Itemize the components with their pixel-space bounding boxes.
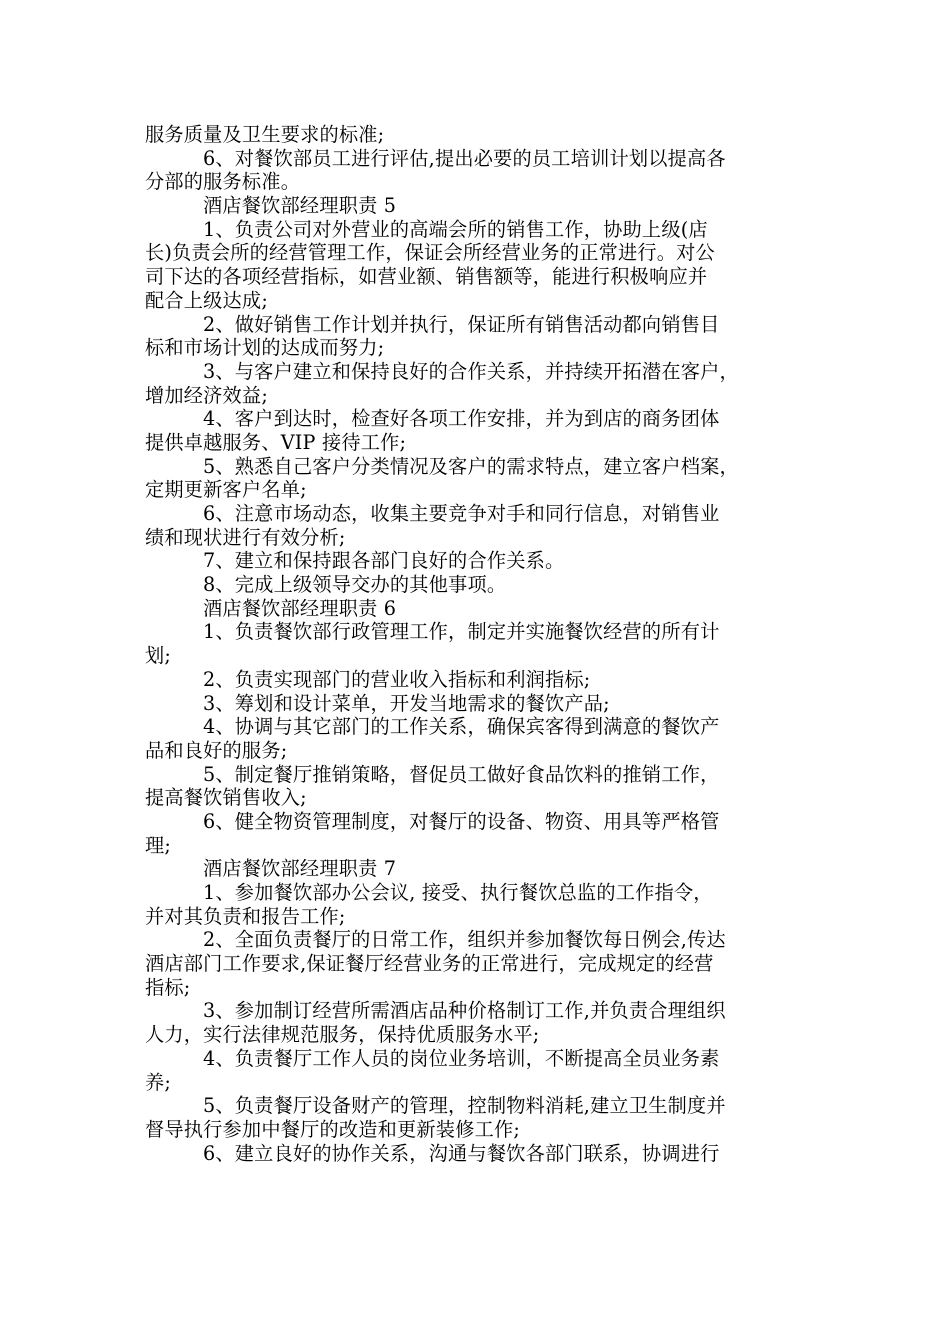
text-line: 6、注意市场动态，收集主要竞争对手和同行信息，对销售业 <box>203 502 720 525</box>
text-line: 6、健全物资管理制度，对餐厅的设备、物资、用具等严格管 <box>203 809 720 833</box>
text-line: 8、完成上级领导交办的其他事项。 <box>203 573 507 597</box>
text-line: 4、客户到达时，检查好各项工作安排，并为到店的商务团体 <box>203 407 720 431</box>
text-line: 2、做好销售工作计划并执行，保证所有销售活动都向销售目 <box>203 312 720 336</box>
text-line: 养; <box>145 1070 172 1094</box>
text-line: 品和良好的服务; <box>145 738 288 762</box>
text-line: 3、与客户建立和保持良好的合作关系，并持续开拓潜在客户， <box>203 359 739 383</box>
text-line: 配合上级达成; <box>145 288 268 312</box>
text-line: 人力，实行法律规范服务，保持优质服务水平; <box>145 1023 540 1047</box>
text-line: 理; <box>145 833 172 857</box>
text-line: 4、负责餐厅工作人员的岗位业务培训，不断提高全员业务素 <box>203 1046 720 1070</box>
text-line: 5、制定餐厅推销策略，督促员工做好食品饮料的推销工作， <box>203 762 720 786</box>
text-line: 2、全面负责餐厅的日常工作，组织并参加餐饮每日例会,传达 <box>203 928 726 952</box>
text-line: 1、参加餐饮部办公会议, 接受、执行餐饮总监的工作指令， <box>203 881 713 904</box>
document-page <box>145 123 810 1165</box>
text-line: 酒店餐饮部经理职责 6 <box>203 596 397 620</box>
text-line: 酒店部门工作要求,保证餐厅经营业务的正常进行，完成规定的经营 <box>145 952 714 976</box>
text-line: 标和市场计划的达成而努力; <box>145 336 385 360</box>
text-line: 6、对餐饮部员工进行评估,提出必要的员工培训计划以提高各 <box>203 146 726 170</box>
text-line: 提高餐饮销售收入; <box>145 786 307 810</box>
text-line: 6、建立良好的协作关系，沟通与餐饮各部门联系，协调进行 <box>203 1141 720 1165</box>
text-line: 服务质量及卫生要求的标准; <box>145 123 385 146</box>
text-line: 督导执行参加中餐厅的改造和更新装修工作; <box>145 1117 521 1141</box>
text-line: 1、负责餐饮部行政管理工作，制定并实施餐饮经营的所有计 <box>203 620 720 644</box>
text-line: 2、负责实现部门的营业收入指标和利润指标; <box>203 667 591 691</box>
text-line: 并对其负责和报告工作; <box>145 904 346 928</box>
text-line: 5、负责餐厅设备财产的管理，控制物料消耗,建立卫生制度并 <box>203 1094 726 1118</box>
text-line: 5、熟悉自己客户分类情况及客户的需求特点，建立客户档案， <box>203 454 739 478</box>
text-line: 定期更新客户名单; <box>145 478 307 502</box>
text-line: 绩和现状进行有效分析; <box>145 525 346 549</box>
text-line: 增加经济效益; <box>145 383 268 407</box>
text-line: 3、筹划和设计菜单，开发当地需求的餐饮产品; <box>203 691 610 715</box>
text-line: 1、负责公司对外营业的高端会所的销售工作，协助上级(店 <box>203 217 708 241</box>
text-line: 分部的服务标准。 <box>145 170 301 194</box>
text-line: 指标; <box>145 975 191 999</box>
text-line: 3、参加制订经营所需酒店品种价格制订工作,并负责合理组织 <box>203 999 726 1023</box>
text-line: 酒店餐饮部经理职责 5 <box>203 194 397 218</box>
text-line: 划; <box>145 644 172 668</box>
text-line: 7、建立和保持跟各部门良好的合作关系。 <box>203 549 565 573</box>
text-line: 提供卓越服务、VIP 接待工作; <box>145 430 407 454</box>
text-line: 酒店餐饮部经理职责 7 <box>203 857 397 881</box>
text-line: 4、协调与其它部门的工作关系，确保宾客得到满意的餐饮产 <box>203 715 720 739</box>
text-line: 司下达的各项经营指标，如营业额、销售额等，能进行积极响应并 <box>145 265 708 289</box>
text-line: 长)负责会所的经营管理工作，保证会所经营业务的正常进行。对公 <box>145 241 715 265</box>
